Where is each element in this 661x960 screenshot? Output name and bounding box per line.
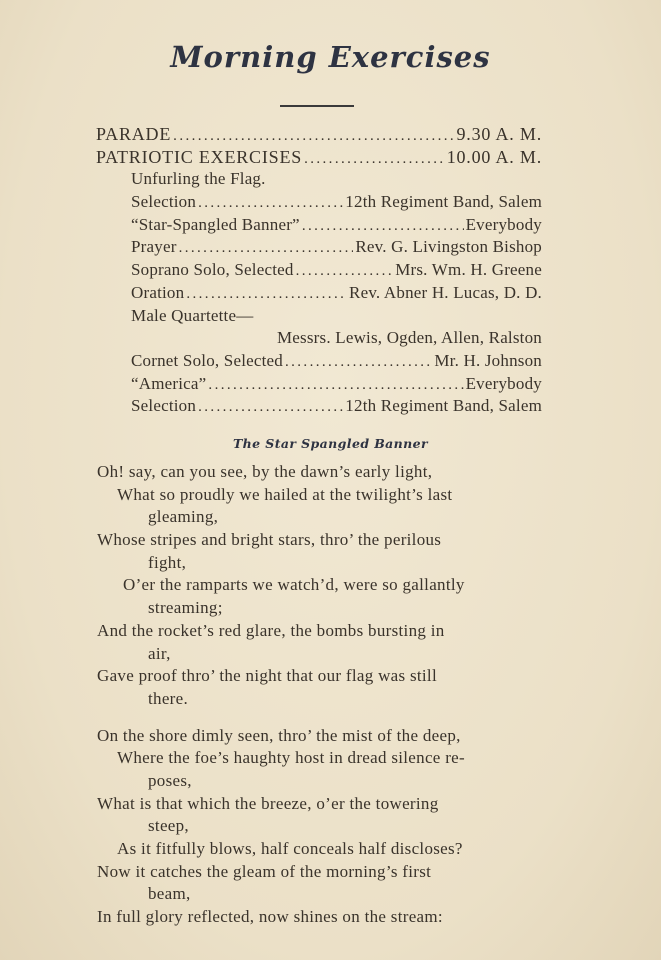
poem-line: Oh! say, can you see, by the dawn’s early light,	[97, 462, 433, 481]
poem-line: Now it catches the gleam of the morning’s first	[97, 861, 432, 881]
program-label: Soprano Solo, Selected	[131, 260, 294, 280]
dot-leader	[304, 147, 445, 168]
program-label: “Star-Spangled Banner”	[131, 214, 300, 234]
program-row-parade	[96, 124, 542, 147]
program-row	[96, 283, 542, 306]
poem-line: Gave proof thro’ the night that our flag was still	[97, 666, 437, 686]
poem-line: there.	[148, 688, 189, 708]
poem-line: air,	[148, 643, 171, 663]
program-label: PATRIOTIC EXERCISES	[96, 146, 303, 167]
program-value: Mr. H. Johnson	[434, 350, 542, 370]
program-value: Everybody	[465, 214, 542, 234]
title-rule	[280, 105, 354, 107]
program-label: “America”	[131, 373, 207, 393]
program-value: 12th Regiment Band, Salem	[345, 396, 542, 416]
program-label: Selection	[131, 396, 197, 416]
program-label: Male Quartette—	[131, 305, 254, 325]
program-label: PARADE	[96, 124, 172, 144]
dot-leader	[198, 192, 343, 212]
poem-line: steep,	[148, 816, 189, 836]
program-label: Selection	[131, 192, 197, 212]
program-row	[96, 237, 542, 260]
program-value: 9.30 A. M.	[456, 124, 542, 144]
program-label: Oration	[131, 282, 185, 302]
dot-leader	[302, 215, 464, 235]
program-label: Messrs. Lewis, Ogden, Allen, Ralston	[276, 328, 542, 348]
dot-leader	[179, 237, 354, 257]
dot-leader	[198, 396, 343, 416]
poem-line: And the rocket’s red glare, the bombs bursting in	[97, 620, 445, 640]
poem-line: Whose stripes and bright stars, thro’ the perilous	[97, 530, 442, 550]
poem-line: In full glory reflected, now shines on the stream:	[97, 907, 443, 927]
anthem-text	[97, 462, 543, 930]
program-row-patriotic	[96, 147, 542, 170]
program-row	[96, 351, 542, 374]
dot-leader	[186, 283, 347, 303]
anthem-title: The Star Spangled Banner	[232, 436, 428, 451]
poem-line: fight,	[148, 552, 187, 572]
program-row	[96, 306, 542, 329]
poem-line: Where the foe’s haughty host in dread silence re-	[117, 748, 465, 768]
dot-leader	[208, 374, 463, 394]
stanza-gap	[97, 712, 543, 726]
program-row	[96, 169, 542, 192]
poem-line: beam,	[148, 884, 191, 904]
poem-line: As it fitfully blows, half conceals half discloses?	[117, 839, 463, 858]
program-label: Cornet Solo, Selected	[131, 350, 283, 370]
program-row	[96, 215, 542, 238]
poem-line: What so proudly we hailed at the twilight’s last	[117, 484, 453, 504]
poem-line: What is that which the breeze, o’er the towering	[97, 793, 439, 813]
program-label: Unfurling the Flag.	[131, 169, 266, 189]
program-value: 12th Regiment Band, Salem	[345, 192, 542, 212]
program-row	[96, 396, 542, 419]
dot-leader	[296, 260, 394, 280]
dot-leader	[285, 351, 432, 371]
program-list	[96, 124, 542, 419]
program-value: Rev. Abner H. Lucas, D. D.	[349, 282, 542, 302]
program-row	[96, 192, 542, 215]
poem-line: poses,	[148, 770, 192, 790]
program-value: Mrs. Wm. H. Greene	[395, 260, 542, 280]
program-value: Everybody	[465, 373, 542, 393]
poem-line: O’er the ramparts we watch’d, were so gallantly	[123, 575, 465, 595]
program-row	[96, 328, 542, 351]
program-label: Prayer	[131, 237, 177, 257]
poem-line: gleaming,	[148, 507, 219, 527]
program-row	[96, 260, 542, 283]
poem-line: streaming;	[148, 598, 223, 618]
poem-line: On the shore dimly seen, thro’ the mist of the deep,	[97, 725, 461, 745]
program-value: Rev. G. Livingston Bishop	[355, 237, 542, 257]
program-value: 10.00 A. M.	[446, 146, 542, 167]
program-row	[96, 374, 542, 397]
dot-leader	[173, 124, 454, 145]
page-title: Morning Exercises	[170, 40, 491, 74]
